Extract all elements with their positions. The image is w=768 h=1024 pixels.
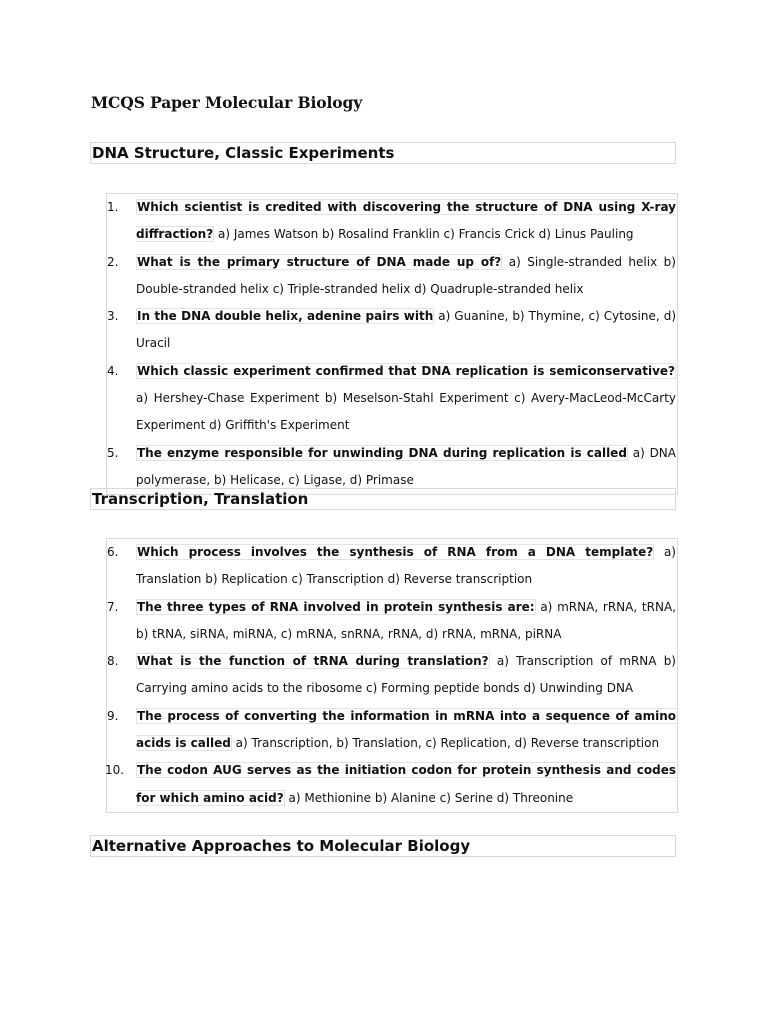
question-item <box>107 440 677 495</box>
question-item <box>107 249 677 304</box>
question-item <box>107 703 677 758</box>
question-item <box>107 539 677 594</box>
question-number: 4. <box>107 363 119 378</box>
question-text: Which process involves the synthesis of RNA from a DNA template? <box>137 545 654 559</box>
question-text: Which classic experiment confirmed that DNA replication is semiconservative? <box>137 363 675 378</box>
question-options: a) DNA polymerase, b) Helicase, c) Ligase, d) Primase <box>136 445 676 487</box>
question-number: 7. <box>107 599 119 614</box>
question-options: a) Hershey-Chase Experiment b) Meselson-Stahl Experiment c) Avery-MacLeod-McCarty Experiment d) Griffith's Experiment <box>136 391 676 433</box>
question-options: a) Translation b) Replication c) Transcription d) Reverse transcription <box>136 545 676 587</box>
question-list-dna-structure <box>106 193 678 495</box>
question-text: The process of converting the information in mRNA into a sequence of amino acids is called <box>136 708 676 751</box>
question-options: a) Transcription of mRNA b) Carrying amino acids to the ribosome c) Forming peptide bonds d) Unwinding DNA <box>136 654 676 696</box>
question-options: a) Guanine, b) Thymine, c) Cytosine, d) Uracil <box>136 309 677 351</box>
question-text: The enzyme responsible for unwinding DNA during replication is called <box>137 445 627 460</box>
section-heading-alternative-approaches: Alternative Approaches to Molecular Biology <box>90 835 676 857</box>
question-number: 6. <box>107 545 119 559</box>
question-text: Which scientist is credited with discovering the structure of DNA using X-ray diffraction? <box>136 200 676 242</box>
question-item <box>107 594 677 649</box>
question-item <box>107 648 677 703</box>
question-list <box>107 539 677 812</box>
question-item <box>107 358 677 440</box>
question-number: 10. <box>105 763 125 778</box>
question-number: 2. <box>107 254 119 269</box>
question-number: 9. <box>107 708 119 723</box>
question-options: a) Single-stranded helix b) Double-stranded helix c) Triple-stranded helix d) Quadruple-stranded helix <box>136 254 676 296</box>
question-text: The three types of RNA involved in protein synthesis are: <box>137 599 535 614</box>
question-options: a) mRNA, rRNA, tRNA, b) tRNA, siRNA, miRNA, c) mRNA, snRNA, rRNA, d) rRNA, mRNA, piRNA <box>136 599 676 641</box>
question-text: In the DNA double helix, adenine pairs with <box>137 309 434 324</box>
question-text: What is the primary structure of DNA made up of? <box>137 254 502 269</box>
question-list <box>107 194 677 494</box>
question-text: The codon AUG serves as the initiation codon for protein synthesis and codes for which amino acid? <box>136 763 676 805</box>
section-heading-transcription-translation: Transcription, Translation <box>90 488 676 510</box>
question-item <box>107 303 677 358</box>
question-number: 5. <box>107 445 119 460</box>
question-list-transcription-translation <box>106 538 678 813</box>
section-heading-dna-structure: DNA Structure, Classic Experiments <box>90 142 676 164</box>
question-item <box>107 194 677 249</box>
question-number: 1. <box>107 200 119 214</box>
question-item <box>107 757 677 812</box>
question-text: What is the function of tRNA during translation? <box>137 654 489 669</box>
document-title: MCQS Paper Molecular Biology <box>91 93 363 112</box>
question-options: a) Methionine b) Alanine c) Serine d) Threonine <box>288 790 574 805</box>
question-number: 8. <box>107 654 119 669</box>
question-options: a) James Watson b) Rosalind Franklin c) Francis Crick d) Linus Pauling <box>217 227 634 242</box>
question-number: 3. <box>107 309 119 324</box>
question-options: a) Transcription, b) Translation, c) Replication, d) Reverse transcription <box>235 736 660 751</box>
